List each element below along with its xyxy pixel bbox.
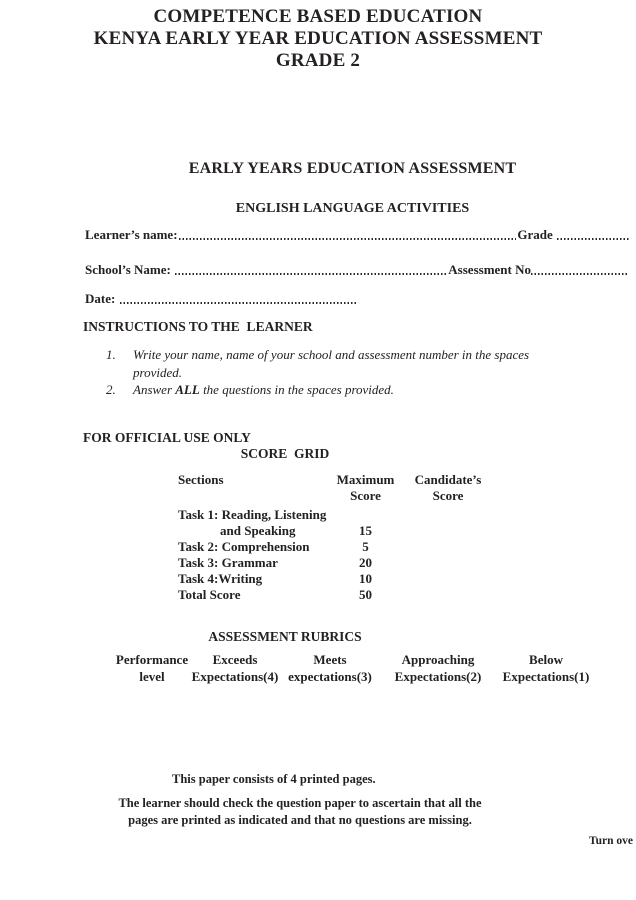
score-grid-header-row <box>178 472 498 504</box>
candidate-score-cell <box>403 539 493 555</box>
rubric-column-line: Performance <box>115 652 189 667</box>
task-label: Task 2: Comprehension <box>178 539 310 554</box>
column-header-line: Score <box>350 488 381 503</box>
title-line-3: GRADE 2 <box>275 50 361 71</box>
instruction-text-suffix: the questions in the spaces provided. <box>199 382 394 397</box>
rubric-column-line: Meets <box>313 652 347 667</box>
score-grid-title: SCORE GRID <box>240 446 330 461</box>
max-score-cell: 20 <box>359 555 372 570</box>
task-label: Task 4:Writing <box>178 571 263 586</box>
table-row <box>178 523 498 539</box>
instruction-text-prefix: Answer <box>133 382 176 397</box>
table-row <box>178 571 498 587</box>
rubric-column-line: Expectations(4) <box>191 669 279 684</box>
table-row <box>178 555 498 571</box>
rubric-column-line: Exceeds <box>212 652 258 667</box>
max-score-cell: 10 <box>359 571 372 586</box>
rubric-column-below-expectations <box>503 651 590 685</box>
document-title-block <box>0 6 636 72</box>
rubric-column-line: Expectations(2) <box>394 669 482 684</box>
learner-check-note-line: pages are printed as indicated and that no questions are missing. <box>128 813 472 827</box>
column-header-maximum-score <box>328 472 403 504</box>
column-header-line: Maximum <box>336 472 395 487</box>
grade-label: Grade <box>517 227 556 242</box>
learner-check-note-line: The learner should check the question paper to ascertain that all the <box>118 796 482 810</box>
instruction-item-2 <box>106 381 576 399</box>
column-header-candidate-score <box>403 472 493 504</box>
rubric-column-line: expectations(3) <box>288 669 372 684</box>
learner-name-field <box>179 238 517 240</box>
heading-english-language-activities: ENGLISH LANGUAGE ACTIVITIES <box>235 201 470 216</box>
rubric-column-performance-level <box>116 651 188 685</box>
date-row <box>85 291 630 306</box>
title-line-2: KENYA EARLY YEAR EDUCATION ASSESSMENT <box>93 28 543 49</box>
column-header-sections: Sections <box>178 472 224 487</box>
official-use-heading: FOR OFFICIAL USE ONLY <box>83 430 251 445</box>
rubric-column-approaching-expectations <box>395 651 482 685</box>
table-row <box>178 507 498 523</box>
instruction-number: 1. <box>106 347 116 362</box>
max-score-cell: 5 <box>362 539 369 554</box>
task-label: Task 1: Reading, Listening <box>178 507 327 522</box>
max-score-cell: 15 <box>359 523 372 538</box>
assessment-rubrics-heading: ASSESSMENT RUBRICS <box>208 629 362 644</box>
heading-early-years-assessment: EARLY YEARS EDUCATION ASSESSMENT <box>188 160 517 177</box>
instruction-item-1 <box>106 346 576 381</box>
table-row <box>178 587 498 603</box>
date-field <box>120 302 357 304</box>
rubric-column-line: Approaching <box>401 652 475 667</box>
title-line-1: COMPETENCE BASED EDUCATION <box>153 6 483 27</box>
rubrics-header-row <box>0 651 636 691</box>
instruction-text-bold: ALL <box>175 382 200 397</box>
learner-name-label: Learner’s name: <box>85 227 178 242</box>
turn-over-note: Turn ove <box>589 835 633 847</box>
task-label: Task 3: Grammar <box>178 555 278 570</box>
instruction-number: 2. <box>106 382 116 397</box>
column-header-line: Candidate’s <box>414 472 482 487</box>
assessment-no-field <box>531 273 629 275</box>
candidate-score-cell <box>403 523 493 539</box>
max-score-cell: 50 <box>359 587 372 602</box>
candidate-score-cell <box>403 507 493 523</box>
candidate-score-cell <box>403 555 493 571</box>
instruction-text <box>133 381 394 399</box>
school-name-label: School’s Name: <box>85 262 175 277</box>
grade-field <box>557 238 629 240</box>
max-score-cell <box>328 507 403 523</box>
rubric-column-meets-expectations <box>288 651 372 685</box>
candidate-score-cell <box>403 587 493 603</box>
school-name-field <box>175 273 447 275</box>
score-grid-table <box>178 472 498 603</box>
table-row <box>178 539 498 555</box>
instructions-heading: INSTRUCTIONS TO THE LEARNER <box>83 319 313 334</box>
instruction-text: Write your name, name of your school and assessment number in the spaces provided. <box>133 347 530 380</box>
printed-pages-note: This paper consists of 4 printed pages. <box>172 772 376 786</box>
column-header-line: Score <box>432 488 464 503</box>
rubric-column-exceeds-expectations <box>192 651 279 685</box>
date-label: Date: <box>85 291 119 306</box>
candidate-score-cell <box>403 571 493 587</box>
rubric-column-line: Below <box>529 652 563 667</box>
total-score-label: Total Score <box>178 587 241 602</box>
task-label: and Speaking <box>220 523 296 538</box>
rubric-column-line: level <box>139 669 165 684</box>
instructions-list <box>106 346 576 399</box>
school-name-row <box>85 262 630 277</box>
assessment-no-label: Assessment No <box>448 262 531 277</box>
rubric-column-line: Expectations(1) <box>502 669 590 684</box>
learner-check-note <box>110 795 490 829</box>
learner-name-row <box>85 227 630 242</box>
